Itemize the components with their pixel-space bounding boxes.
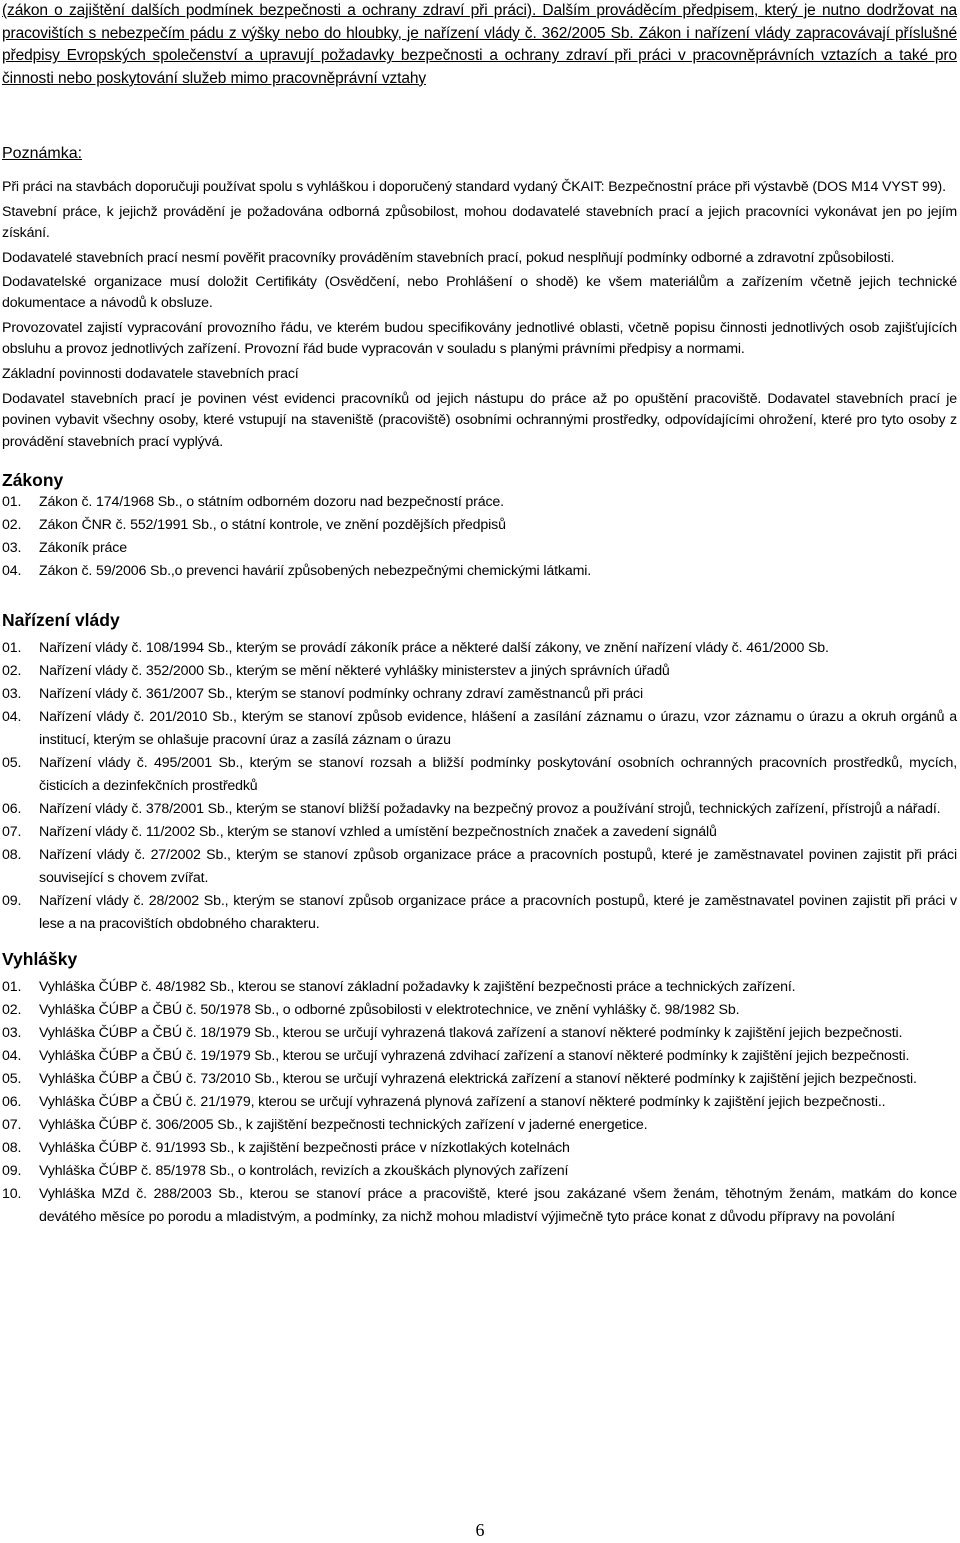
item-number: 06. [2,1094,22,1111]
document-page [2,0,957,1229]
list-item [2,1068,957,1091]
item-number: 09. [2,893,22,910]
item-text: Nařízení vlády č. 378/2001 Sb., kterým se stanoví bližší požadavky na bezpečný provoz a používání strojů, technických zařízení, přístrojů a nářadí. [39,801,941,818]
item-number: 03. [2,540,22,557]
list-item [2,514,957,537]
note-body [2,177,957,453]
item-number: 08. [2,847,22,864]
list-item [2,1022,957,1045]
item-number: 01. [2,979,22,996]
item-text: Zákon ČNR č. 552/1991 Sb., o státní kontrole, ve znění pozdějších předpisů [39,517,506,534]
item-number: 05. [2,755,22,772]
note-paragraph-duties: Dodavatel stavebních prací je povinen vést evidenci pracovníků od jejich nástupu do práce až po opuštění pracoviště. Dodavatel stavebních prací je povinen vybavit všechny osoby, které vstupují na staveniště (pracoviště) osobními ochrannými prostředky, odpovídajícími ohrožení, které pro tyto osoby z provádění stavebních prací vyplývá. [2,391,957,450]
note-title: Poznámka: [2,145,83,163]
item-text: Vyhláška ČÚBP č. 85/1978 Sb., o kontrolách, revizích a zkouškách plynových zařízení [39,1163,569,1180]
item-text: Vyhláška ČÚBP č. 91/1993 Sb., k zajištění bezpečnosti práce v nízkotlakých kotelnách [39,1140,570,1157]
item-text: Vyhláška ČÚBP a ČBÚ č. 50/1978 Sb., o odborné způsobilosti v elektrotechnice, ve znění vyhlášky č. 98/1982 Sb. [39,1002,740,1019]
item-number: 06. [2,801,22,818]
list-item [2,752,957,798]
section-heading-zakony: Zákony [2,470,64,491]
note-paragraph-certificates: Dodavatelské organizace musí doložit Certifikáty (Osvědčení, nebo Prohlášení o shodě) ke všem materiálům a zařízením včetně jejich technické dokumentace a návodů k obsluze. [2,274,957,312]
note-paragraph-operating-rules: Provozovatel zajistí vypracování provozního řádu, ve kterém budou specifikovány jednotlivé oblasti, včetně popisu činnosti jednotlivých osob zajišťujících obsluhu a provoz jednotlivých zařízení. Provozní řád bude vypracován v souladu s planými právními předpisy a normami. [2,319,957,358]
item-number: 05. [2,1071,22,1088]
item-number: 02. [2,517,22,534]
note-paragraph-workers: Dodavatelé stavebních prací nesmí pověřit pracovníky prováděním stavebních prací, pokud nesplňují podmínky odborné a zdravotní způsobilosti. [2,249,895,266]
list-item [2,999,957,1022]
list-item [2,706,957,752]
list-vyhlasky [2,976,957,1229]
item-number: 04. [2,563,22,580]
item-number: 04. [2,709,22,726]
item-text: Vyhláška ČÚBP a ČBÚ č. 21/1979, kterou se určují vyhrazená plynová zařízení a stanoví některé podmínky k zajištění jejich bezpečnosti.. [39,1094,886,1111]
item-text: Zákon č. 174/1968 Sb., o státním odborném dozoru nad bezpečností práce. [39,494,504,511]
item-text: Zákoník práce [39,540,127,557]
item-text: Vyhláška ČÚBP a ČBÚ č. 73/2010 Sb., kterou se určují vyhrazená elektrická zařízení a stanoví některé podmínky k zajištění jejich bezpečnosti. [39,1071,917,1088]
list-item [2,560,957,583]
item-text: Vyhláška ČÚBP a ČBÚ č. 19/1979 Sb., kterou se určují vyhrazená zdvihací zařízení a stanoví některé podmínky k zajištění jejich bezpečnosti. [39,1048,910,1065]
section-narizeni [2,609,957,936]
list-item [2,1137,957,1160]
list-item [2,1045,957,1068]
item-text: Nařízení vlády č. 11/2002 Sb., kterým se stanoví vzhled a umístění bezpečnostních značek a zavedení signálů [39,824,717,841]
item-number: 03. [2,1025,22,1042]
section-vyhlasky [2,948,957,1229]
item-text: Vyhláška ČÚBP č. 306/2005 Sb., k zajištění bezpečnosti technických zařízení v jaderné energetice. [39,1117,648,1134]
item-text: Vyhláška ČÚBP č. 48/1982 Sb., kterou se stanoví základní požadavky k zajištění bezpečnosti práce a technických zařízení. [39,979,796,996]
item-text: Vyhláška ČÚBP a ČBÚ č. 18/1979 Sb., kterou se určují vyhrazená tlaková zařízení a stanoví některé podmínky k zajištění jejich bezpečnosti. [39,1025,903,1042]
note-paragraph-duties-heading: Základní povinnosti dodavatele stavebních prací [2,365,299,382]
item-number: 08. [2,1140,22,1157]
list-item [2,537,957,560]
list-item [2,844,957,890]
item-number: 02. [2,1002,22,1019]
list-item [2,1160,957,1183]
list-item [2,683,957,706]
item-text: Nařízení vlády č. 352/2000 Sb., kterým se mění některé vyhlášky ministerstev a jiných správních úřadů [39,663,670,680]
list-narizeni [2,637,957,936]
item-text: Nařízení vlády č. 28/2002 Sb., kterým se stanoví způsob organizace práce a pracovních postupů, které je zaměstnavatel povinen zajistit při práci v lese a na pracovištích obdobného charakteru. [39,893,957,933]
item-number: 10. [2,1186,22,1203]
page-number: 6 [475,1520,485,1540]
note-paragraph-standard: Při práci na stavbách doporučuji používat spolu s vyhláškou i doporučený standard vydaný ČKAIT: Bezpečnostní práce při výstavbě (DOS M14 VYST 99). [2,179,946,196]
list-item [2,890,957,936]
item-number: 01. [2,640,22,657]
item-text: Nařízení vlády č. 495/2001 Sb., kterým se stanoví rozsah a bližší podmínky poskytování osobních ochranných pracovních prostředků, mycích, čisticích a dezinfekčních prostředků [39,755,957,795]
list-item [2,1183,957,1229]
item-text: Nařízení vlády č. 201/2010 Sb., kterým se stanoví způsob evidence, hlášení a zasílání záznamu o úrazu, vzor záznamu o úrazu a okruh orgánů a institucí, kterým se ohlašuje pracovní úraz a zasílá záznam o úrazu [39,709,957,749]
section-heading-vyhlasky: Vyhlášky [2,949,78,970]
intro-paragraph: (zákon o zajištění dalších podmínek bezpečnosti a ochrany zdraví při práci). Dalším prováděcím předpisem, který je nutno dodržovat na pracovištích s nebezpečím pádu z výšky nebo do hloubky, je nařízení vlády č. 362/2005 Sb. Zákon i nařízení vlády zapracovávají příslušné předpisy Evropských společenství a upravují požadavky bezpečnosti a ochrany zdraví při práci v pracovněprávních vztazích a také pro činnosti nebo poskytování služeb mimo pracovněprávní vztahy [2,2,957,87]
item-number: 09. [2,1163,22,1180]
list-item [2,976,957,999]
item-number: 07. [2,824,22,841]
list-item [2,1114,957,1137]
list-item [2,1091,957,1114]
list-item [2,637,957,660]
item-text: Nařízení vlády č. 108/1994 Sb., kterým se provádí zákoník práce a některé další zákony, ve znění nařízení vlády č. 461/2000 Sb. [39,640,829,657]
item-text: Zákon č. 59/2006 Sb.,o prevenci havárií způsobených nebezpečnými chemickými látkami. [39,563,592,580]
item-number: 04. [2,1048,22,1065]
list-zakony [2,491,957,583]
list-item [2,798,957,821]
list-item [2,491,957,514]
list-item [2,821,957,844]
item-number: 03. [2,686,22,703]
item-number: 02. [2,663,22,680]
list-item [2,660,957,683]
item-number: 07. [2,1117,22,1134]
item-text: Vyhláška MZd č. 288/2003 Sb., kterou se stanoví práce a pracoviště, které jsou zakázané všem ženám, těhotným ženám, matkám do konce devátého měsíce po porodu a mladistvým, a podmínky, za nichž mohou mladiství výjimečně tyto práce konat z důvodu přípravy na povolání [39,1186,957,1226]
section-heading-narizeni: Nařízení vlády [2,610,120,631]
item-number: 01. [2,494,22,511]
section-zakony [2,469,957,583]
note-paragraph-qualification: Stavební práce, k jejichž provádění je požadována odborná způsobilost, mohou dodavatelé stavebních prací a jejich pracovníci vykonávat jen po jejím získání. [2,203,957,242]
item-text: Nařízení vlády č. 27/2002 Sb., kterým se stanoví způsob organizace práce a pracovních postupů, které je zaměstnavatel povinen zajistit při práci související s chovem zvířat. [39,847,957,887]
item-text: Nařízení vlády č. 361/2007 Sb., kterým se stanoví podmínky ochrany zdraví zaměstnanců při práci [39,686,643,703]
